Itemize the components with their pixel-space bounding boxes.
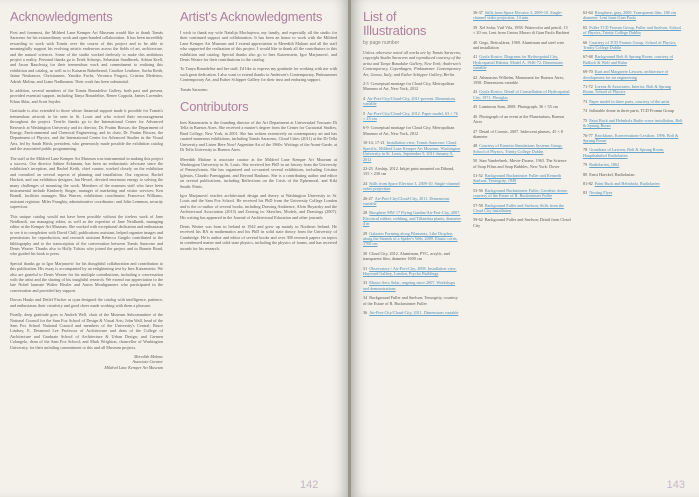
illustration-page-ref: 74 — [583, 108, 588, 114]
acknowledgments-column — [10, 10, 163, 479]
acknowledgment-paragraph: First and foremost, the Mildred Lane Kemper Art Museum would like to thank Tomás Saraceno for his extraordinary work and open-handed collaboration. It has been incredibly rewarding to work with Tomás over the course of this project and to be able to meaningfully support his evolving artistic endeavors across the fields of art, architecture, and the natural sciences. Some of the studio worked tirelessly to make this ambitious project a reality. Personal thanks go to Eriek Schoeps, Sebastian Sandbroek, Adrian Krell, and Jason Rauchwig for their tremendous work and commitment to realizing this exhibition and catalog, as well as to Kaisarm Bahrebrand, Caroline Leuthner, Sacha Reith, Jaime Neuhauser, Christiansen, Yamiko Fuchs, Veronica Fragosi, Cristina Medeiros, Adrish Molina, and Liane Nadhmann. Their work has been substantial. — [10, 30, 163, 84]
illustration-page-ref: 71-72 — [583, 84, 593, 90]
illustration-caption: Courtesy of Einstein Simulations Systems Group, School of Physics, Trinity College Dublin — [473, 143, 563, 154]
illustration-page-ref: 59-62 — [473, 217, 483, 223]
illustration-entry — [473, 40, 571, 51]
illustration-caption: Stan Vanderbeek, Movie-Drome, 1963. The Science of Soap Films and Soap Bubbles, New York: Dover — [473, 158, 567, 169]
contributor-bio: Meredith Malone is associate curator at the Mildred Lane Kemper Art Museum at Washington University in St. Louis. She received her PhD in art history from the University of Pennsylvania. She has organized and co-curated several exhibitions, including Cristina Iglesias, Claudio Parmiggiani, and Beyond Bauhaus. She is a contributing author and editor on several publications, including Reflections on the Crisis of the Ephemeral, and Kiki Smith: Prints. — [180, 156, 337, 189]
illustration-caption: Radiolarien, 1862 — [589, 162, 620, 168]
illustration-entry — [363, 140, 461, 162]
illustration-entry — [473, 158, 571, 169]
illustration-entry — [583, 172, 683, 177]
illustration-caption: Background Fuller and Snelson; Stills from the Cloud City installation — [473, 202, 564, 213]
illustration-entry — [363, 231, 461, 247]
acknowledgment-paragraph: This unique catalog would not have been possible without the tireless work of Jane Neidhardt, our managing editor, as well as the expertise of Jane Neidhardt, managing editor at the Kemper Art Museum. She worked with exceptional dedication and enthusiasm to see it to completion with David Chill, publications assistant, helped organize images and permissions for reproduction, and research assistant Rebecca Gargilo contributed to the bibliography and to the transcription of the conversation between Tomás Saraceno and Denis Weaire. Thanks also to Holly Tulsiss who joined the project and to Bonnie Bond, who guided his book to press. — [10, 213, 163, 257]
illustration-entry — [363, 310, 461, 315]
illustration-list-2 — [473, 10, 571, 228]
illustration-caption: Stills from Space Elevator 3, 2009-10. Single-channel video projection — [363, 180, 460, 192]
illustration-entry — [583, 108, 683, 113]
illustration-page-ref: 73 — [583, 98, 588, 104]
illustration-caption: Stills from Space Elevator 3, 2009-10. Single-channel video projection, 14 min — [473, 10, 563, 21]
contributors-body — [180, 120, 337, 251]
illustration-caption: Ernst Haeckel, Radiolarian — [589, 171, 635, 177]
illustration-list-1 — [363, 81, 461, 315]
illustration-page-ref: 24 — [363, 180, 368, 186]
illustration-page-ref: 10-14, 17-21 — [363, 140, 385, 146]
artist-acknowledgments-body — [180, 30, 337, 92]
illustration-caption: Conceptual montage for Cloud City, Metropolitan Museum of Art, New York, 2012 — [363, 81, 455, 92]
illustration-page-ref: 76-77 — [583, 132, 593, 138]
illustration-page-ref: 28 — [363, 210, 368, 216]
illustration-entry — [473, 143, 571, 154]
illustration-page-ref: 4 — [363, 95, 366, 101]
illustration-entry — [363, 125, 461, 136]
illustration-page-ref: 69-70 — [583, 69, 593, 75]
illustration-caption: Biosphere, gray, 2009. Transparent film, 180 cm diameter. Lent from Gian Paolo — [583, 10, 676, 21]
illustration-caption: Gyula Kosice, Diagrams for Hydrospatial City, Hydrospatial Habitat, Model A, 1946-72. Dimensions variable — [473, 54, 564, 71]
illustration-page-ref: 65 — [583, 24, 588, 30]
illustration-caption: Courtesy of TCD Fromm Group, School of Physics, Trinity College Dublin — [583, 39, 677, 51]
illustration-entry — [583, 84, 683, 95]
illustration-entry — [473, 173, 571, 184]
illustration-page-ref: 81-82 — [583, 180, 593, 186]
illustration-entry — [363, 295, 461, 306]
illustration-caption: Paint Buck and Helmholz, Radiolarien — [594, 180, 660, 186]
artist-paragraph: To Tanya Bonadelise and her staff, I'd like to express my gratitude for working with me with such great dedication. I also want to extend thanks to Andersen's Contemporary, Pinksummer Contemporary Art, and Esther Schipper Gallery for their trust and enduring support. — [180, 66, 337, 83]
illustration-page-ref: 29 — [363, 230, 368, 236]
illustration-entry — [583, 133, 683, 144]
signature-institution: Mildred Lane Kemper Art Museum — [104, 364, 163, 370]
illustration-entry — [473, 89, 571, 100]
illustration-entry — [363, 96, 461, 107]
illustration-entry — [363, 181, 461, 192]
illustration-page-ref: 2-3 — [363, 81, 369, 87]
illustration-page-ref: 36 — [363, 310, 368, 316]
illustration-caption: Athanasius Wilhelm, Monument for Buenos Aires, 1958. Dimensions variable — [473, 74, 565, 86]
illustration-entry — [473, 25, 571, 36]
illustration-caption: Inflatable dome in three parts, TCD Fromm Group — [589, 108, 675, 114]
illustration-caption: Background Bolt & Sprung Room, courtesy of Bullock & Wolf and Rahn — [583, 54, 674, 65]
illustration-caption: Background Fuller and Snelson; Detail from Cloud City — [473, 217, 571, 228]
acknowledgments-heading: Acknowledgments — [10, 10, 113, 24]
illustration-caption: Conceptual montage for Cloud City, Metropolitan Museum of Art, New York, 2012 — [363, 125, 455, 136]
illustration-page-ref: 33 — [363, 280, 368, 286]
illustration-page-ref: 31 — [363, 265, 368, 271]
illustration-entry — [583, 162, 683, 167]
illustration-page-ref: 66 — [583, 39, 588, 45]
acknowledgment-paragraph: In addition, several members of the Tomás Bonadelise Gallery, both past and present, provided essential support, including Tanya Bonadelise, Renee Coppola, James Lavender, Ethan Sklar, and Scott Snyder. — [10, 88, 163, 104]
illustration-page-ref: 51-52 — [473, 172, 483, 178]
illustration-page-ref: 63-64 — [583, 10, 593, 15]
illustration-caption: Air-Port-City/Cloud-City, 2011-present. Dimensions variable — [363, 95, 456, 107]
illustration-entry — [473, 217, 571, 228]
illustration-caption: Paper model in three parts, courtesy of the artist — [589, 98, 670, 104]
illustration-entry — [583, 10, 683, 21]
page-number-left: 142 — [300, 479, 319, 491]
illustration-page-ref: 5 — [363, 110, 366, 116]
illustration-caption: Cloud City, 2012. Aluminum, PVC, acrylic, and transparent film, diameter 1600 cm — [363, 250, 450, 262]
illustration-caption: Lorenz & Associates, Interior, Bolt & Sprung Room, School of Physics — [583, 84, 671, 95]
illustration-page-ref: 26-27 — [363, 195, 373, 201]
illustration-page-ref: 42 — [473, 74, 478, 80]
illustration-entry — [473, 114, 571, 125]
illustrations-heading: List of Illustrations — [363, 10, 427, 38]
illustration-caption: Brockhaus, Konversations-Lexikon, 1896. Bolt & Sprung Room — [583, 132, 679, 143]
illustration-page-ref: 47 — [473, 128, 478, 134]
illustration-entry — [473, 104, 571, 109]
illustration-caption: Grundsatz of Lawsen, Bolt & Sprung Room, Hauptbahnhof Radiolarien — [583, 147, 665, 158]
illustration-page-ref: 45 — [473, 104, 478, 110]
illustration-caption: Airship, 2012. Inkjet print mounted on Dibond, 155 × 230 cm — [363, 165, 455, 177]
illustration-caption: Galaxies Forming along Filaments, Like Droplets along the Strands of a Spider's Web, 2009. Elastic cords, 1700 cm — [363, 230, 458, 247]
illustration-caption: Fuller TCD Fromm Group, Fuller and Snelson, School of Physics, Trinity College Dublin — [583, 24, 681, 36]
illustration-caption: Gyula Kosice, Detail of Constellation of Hydrospatial City, 1971. Plexiglas — [473, 89, 570, 100]
illustration-page-ref: 36-37 — [473, 10, 483, 15]
illustrations-subheading: by page number — [363, 40, 400, 46]
illustration-entry — [363, 166, 461, 177]
illustration-list-3 — [583, 10, 683, 196]
illustration-page-ref: 41 — [473, 54, 478, 60]
illustration-page-ref: 57-58 — [473, 202, 483, 208]
illustration-page-ref: 43 — [473, 89, 478, 95]
illustration-entry — [583, 54, 683, 65]
illustration-page-ref: 22-23 — [363, 165, 373, 171]
illustration-entry — [473, 188, 571, 199]
acknowledgment-paragraph: Dorcas Hauks and Detlef Fischer at cyan designed the catalog with intelligence, patience, and enthusiasm; their creativity and good cheer made working with them a pleasure. — [10, 297, 163, 308]
illustration-entry — [363, 111, 461, 122]
acknowledgment-paragraph: Gratitude is also extended to those whose financial support made it possible for Tomás's tremendous artwork to be seen in St. Louis and who voiced their encouragement throughout the project. Terrific thanks go to the International Center for Advanced Research at Washington University and its director, Dr. Pratim Biswas; the Department of Energy, Environmental and Chemical Engineering, and its chair, Dr. Pratim Biswas; the Department of Physics; and the International Center for Advanced Studies in the Visual Arts, led by Sarah Hirsh, president, who generously made possible the exhibition catalog and the associated public programming. — [10, 108, 163, 152]
illustration-entry — [363, 280, 461, 291]
illustration-page-ref: 34 — [363, 295, 368, 301]
illustration-caption: Air-Port-City/Cloud-City, 2012. Paper model, 63 × 76 × 23 cm — [363, 110, 458, 122]
illustration-page-ref: 53-56 — [473, 187, 483, 193]
illustration-entry — [583, 118, 683, 129]
illustration-entry — [583, 147, 683, 158]
illustration-page-ref: 75 — [583, 117, 588, 123]
illustration-caption: Detail of Cosmic, 2007. Iridescent plumes, 45 × 8 diameter — [473, 128, 563, 139]
artist-acknowledgments-heading: Artist's Acknowledgments — [180, 10, 323, 24]
illustration-entry — [473, 75, 571, 86]
illustration-page-ref: 40 — [473, 39, 478, 45]
illustration-caption: Observatory / Air-Port-City, 2008. Installation view, Hayward Gallery, London, Psycho Buildings — [363, 265, 457, 276]
illustration-entry — [583, 40, 683, 51]
illustration-page-ref: 78 — [583, 147, 588, 153]
illustration-page-ref: 67-68 — [583, 54, 593, 60]
illustration-entry — [363, 81, 461, 92]
illustrations-column-1 — [363, 10, 461, 479]
illustration-caption: Photograph of an event at the Planetarium, Buenos Aires — [473, 113, 565, 125]
illustration-page-ref: 30 — [363, 250, 368, 256]
illustration-entry — [583, 69, 683, 80]
illustrations-column-2 — [473, 10, 571, 479]
illustration-entry — [583, 190, 683, 195]
illustration-caption: Background Fuller and Snelson; Tensegrity, courtesy of the Estate of R. Buckminster Fuller — [363, 295, 458, 306]
acknowledgment-paragraph: Finally, deep gratitude goes to Andreh Well, chair of the Museum Subcommittee of the National Council for the Sam Fox School of Design & Visual Arts; John Wall, head of the Sam Fox School National Council and members of the University's Central; Bruce Lindsey, E. Desmond Lee Professor of Architecture and dean of the College of Architecture and Graduate School of Architecture & Urban Design; and Carmen Colangelo, dean of the Sam Fox School; and Mark Wrighton, chancellor of Washington University, for their unfailing commitment to this and all Museum projects. — [10, 312, 163, 350]
illustration-entry — [583, 25, 683, 36]
illustration-page-ref: 46 — [473, 113, 478, 119]
illustration-caption: Gego, Reticulárea, 1969. Aluminum and steel wire and installation — [473, 39, 565, 51]
contributors-heading: Contributors — [180, 99, 249, 115]
illustrations-column-3 — [583, 10, 683, 479]
illustration-caption: Installation view, Tomás Saraceno: Cloud Specific, Mildred Lane Kemper Art Museum, Washington University in St. Louis, September 9, 2011-January 9, 2012 — [363, 140, 461, 162]
illustration-caption: Paint Buck and Helmholz Radio-wave installation, Bolt & Sprung Room — [583, 117, 683, 129]
illustration-caption: Background Buckminster Fuller, Geodesic dome, courtesy of the Estate of R. Buckminster Fuller — [473, 187, 568, 199]
illustration-page-ref: 79 — [583, 162, 588, 168]
artist-paragraph: I wish to thank my wife Natalija Mochajewa, my family, and especially all the studio for their continued support and collaboration. It has been an honor to work with the Mildred Lane Kemper Art Museum and I extend appreciation to Meredith Malone and all the staff who supported the realization of this project. I would like to thank all the contributors to this exhibition and catalog. Special thanks also go to Ines Katzenstein, Igor Marjanović, and Denis Weaire for their contributions to the catalog. — [180, 30, 337, 63]
artist-acknowledgments-column — [180, 10, 337, 479]
illustration-entry — [473, 54, 571, 70]
illustration-page-ref: 50 — [473, 158, 478, 164]
page-number-right: 143 — [666, 479, 685, 491]
acknowledgment-paragraph: Special thanks go to Igor Marjanović for his thoughtful collaboration and contribution to this publication. His essay is accompanied by an enlightening text by Ines Katzenstein. We also are grateful to Denis Weaire for his multiple contributions, including a conversation with the artist and the sharing of his insightful research. We extend our appreciation to the late Nobel laureate Walter Hissler and Aaron Moultgunners who participated in the conversation and provided key support. — [10, 260, 163, 293]
illustration-page-ref: 6-9 — [363, 125, 369, 131]
illustration-page-ref: 80 — [583, 171, 588, 177]
right-page — [351, 0, 699, 497]
illustration-page-ref: 39 — [473, 24, 478, 30]
signature-name: Meredith Malone — [133, 353, 163, 359]
illustration-entry — [473, 203, 571, 214]
illustration-caption: Air-Port-City/Cloud-City, 2011. Dimensions variable — [363, 195, 450, 206]
illustration-entry — [363, 210, 461, 226]
signature-title: Associate Curator — [132, 359, 163, 365]
illustration-caption: Background Buckminster Fuller and Kenneth Snelson; Tensegrity, 1949 — [473, 172, 562, 184]
illustration-entry — [473, 10, 571, 21]
illustration-page-ref: 83 — [583, 190, 588, 196]
contributor-bio: Igor Marjanović teaches architectural design and theory at Washington University in St. Louis and the Sam Fox School. He received his PhD from the University College London and is the co-author of several books, including Drawing Ambience, Alvin Boyarsky and the Architectural Association (2015) and Zeroing in: Sketches, Models, and Drawings (2007). His writing has appeared in the Journal of Architectural Education and other journals. — [180, 192, 337, 220]
illustration-caption: Kurt and Margarete Lawsen, architecture of development for air engineering — [583, 69, 669, 80]
illustration-entry — [363, 266, 461, 277]
illustration-entry — [473, 129, 571, 140]
acknowledgments-body — [10, 30, 163, 350]
illustration-entry — [583, 99, 683, 104]
acknowledgment-paragraph: The staff at the Mildred Lane Kemper Art Museum was instrumental in making this project a success. Our director Sabine Eckmann, has been an enthusiastic advocate since the exhibition's inception, and Rachel Keith, chief curator, worked closely on the exhibition and consulted on several aspects of planning and installation. Our registrar, Rachel Hackett, and our exhibition designer, Jan Hessel, devoted enormous energy to solving the many challenges of mounting the work. Members of the museum staff who have been instrumental include Kimberly Singer, manager of marketing and visitor services; Ken Brandl, facilities manager; Rita Warren, exhibitions coordinator; Francesca Williams, assistant registrar; Miles Fraughty, administrative coordinator; and Jolin Lemmon, security supervisor. — [10, 155, 163, 210]
artist-paragraph: Tomás Saraceno — [180, 86, 208, 92]
illustration-entry — [583, 181, 683, 186]
illustration-caption: Museo Aero Solar, ongoing since 2007. Workshops and demonstrations — [363, 280, 456, 291]
illustration-caption: Air-Port-City/Cloud-City, 2011. Dimensions variable — [369, 310, 459, 316]
illustration-entry — [363, 251, 461, 262]
illustration-caption: Nesting Flyer — [589, 190, 613, 196]
illustration-entry — [363, 196, 461, 207]
left-page — [0, 0, 349, 497]
illustration-caption: Xel Solar, Vuil Vila, 1958. Watercolor and pencil, 15 × 20 cm. Lent from Centro Museo di Gian Paolo Barbieri — [473, 24, 570, 36]
contributor-bio: Ines Katzenstein is the founding director of the Art Department at Universidad Torcuato Di Tella in Buenos Aires. She received a master's degree from the Center for Curatorial Studies, Bard College, New York, in 2001. She has written extensively on contemporary art and has curated numerous exhibitions, including Tomás Saraceno, Cloud Cities (2011) at the Di Tella University and Listen Here Now! Argentine Art of the 1960s: Writings of the Avant-Garde, at Di Tella University in Buenos Aires. — [180, 120, 337, 153]
illustration-page-ref: 48 — [473, 143, 478, 149]
illustrations-intro: Unless otherwise noted all works are by Tomás Saraceno, copyright Studio Saraceno and reproduced courtesy of the artist and Tanya Bonakdar Gallery, New York; Andersen's Contemporary, Copenhagen; Pinksummer Contemporary Art, Genoa, Italy; and Esther Schipper Gallery, Berlin. — [363, 50, 461, 77]
illustration-caption: Biosphere MW 17 Flying Garden/Air-Port-City, 2007. Electrical rubber, webbing, and Tillandsia plants, diameter 4 m — [363, 210, 461, 227]
contributor-bio: Denis Weaire was born in Ireland in 1942 and grew up mainly in Northern Ireland. He received his BA in mathematics and his PhD in solid state theory from the University of Cambridge. He is author and editor of several books and over 300 research papers on topics in condensed matter and solid state physics, including the physics of foams, and has received awards for his research. — [180, 223, 337, 251]
illustration-caption: Luminous Sum, 2008. Photograph, 36 × 55 cm — [479, 104, 558, 110]
